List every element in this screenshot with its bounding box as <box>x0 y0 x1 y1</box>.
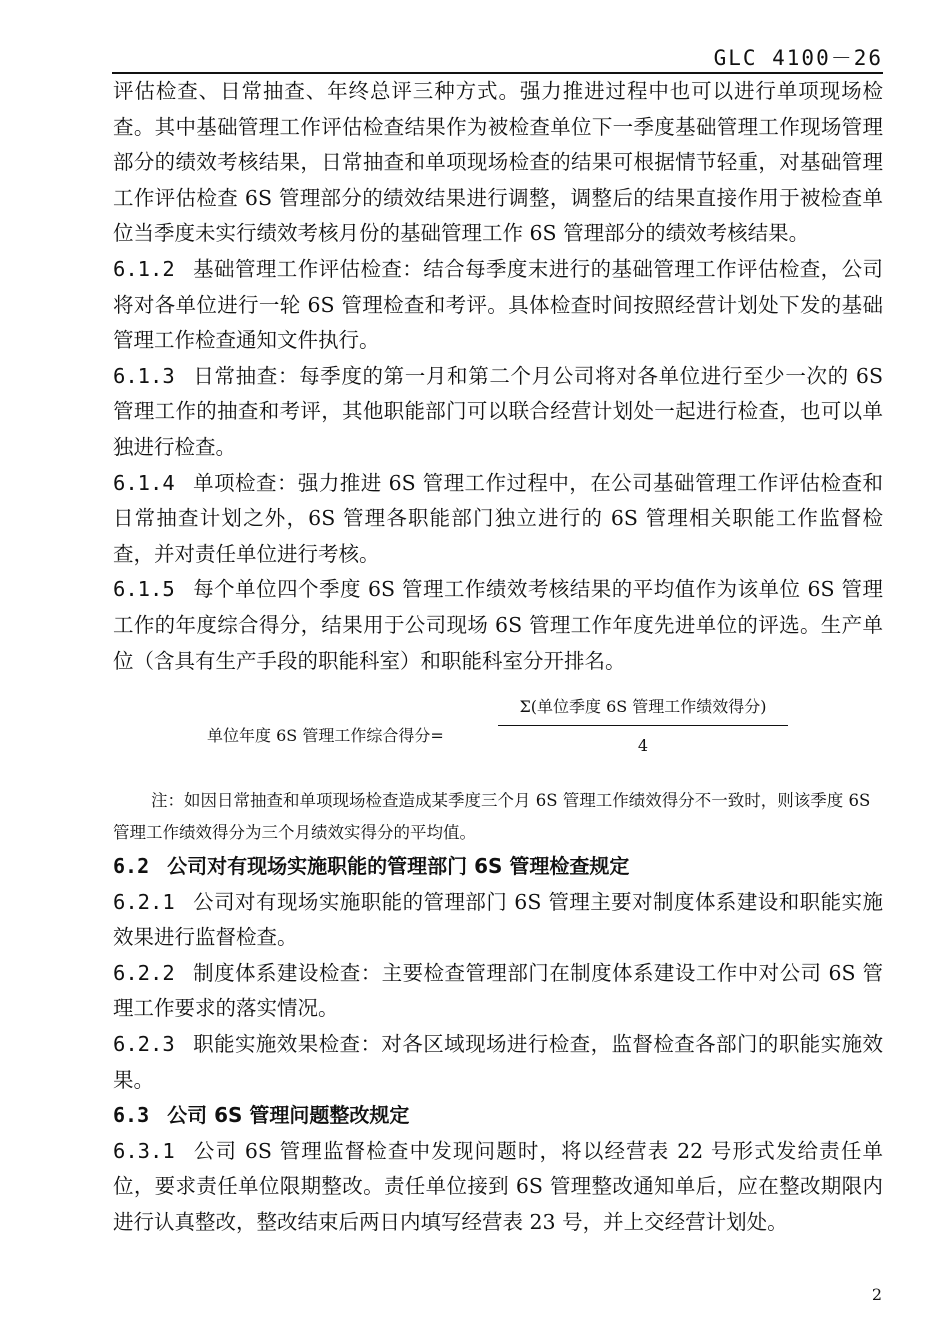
clause-6-2-2 <box>113 956 883 1027</box>
page-number: 2 <box>871 1285 882 1304</box>
clause-number: 6.2.3 <box>113 1032 175 1057</box>
clause-text: 职能实施效果检查：对各区域现场进行检查，监督检查各部门的职能实施效果。 <box>113 1032 883 1092</box>
formula-numerator: Σ(单位季度 6S 管理工作绩效得分) <box>519 697 767 717</box>
clause-6-3-1 <box>113 1134 883 1241</box>
clause-text: 公司对有现场实施职能的管理部门 6S 管理主要对制度体系建设和职能实施效果进行监督检查。 <box>113 889 883 950</box>
note-text: 注：如因日常抽查和单项现场检查造成某季度三个月 6S 管理工作绩效得分不一致时，则该季度 6S 管理工作绩效得分为三个月绩效实得分的平均值。 <box>113 791 871 843</box>
score-formula <box>113 693 883 779</box>
formula-fraction <box>498 693 788 760</box>
clause-text: 基础管理工作评估检查：结合每季度末进行的基础管理工作评估检查，公司将对各单位进行一轮 6S 管理检查和考评。具体检查时间按照经营计划处下发的基础管理工作检查通知文件执行。 <box>113 256 883 353</box>
clause-6-1-3 <box>113 359 883 466</box>
clause-number: 6.2.1 <box>113 889 175 914</box>
formula-lhs: 单位年度 6S 管理工作综合得分= <box>207 726 444 746</box>
clause-6-2-1 <box>113 885 883 956</box>
clause-number: 6.1.5 <box>113 577 175 602</box>
section-number: 6.2 <box>113 854 150 879</box>
section-title: 公司 6S 管理问题整改规定 <box>167 1103 410 1128</box>
section-number: 6.3 <box>113 1103 150 1128</box>
clause-text: 公司 6S 管理监督检查中发现问题时，将以经营表 22 号形式发给责任单位，要求责任单位限期整改。责任单位接到 6S 管理整改通知单后，应在整改期限内进行认真整改，整改结束后两日内填写经营表 23 号，并上交经营计划处。 <box>113 1138 883 1235</box>
section-heading-6-2 <box>113 849 883 885</box>
clause-number: 6.1.2 <box>113 256 175 281</box>
clause-number: 6.1.4 <box>113 470 175 495</box>
clause-6-1-5 <box>113 572 883 679</box>
clause-number: 6.2.2 <box>113 960 175 985</box>
formula-note <box>113 785 883 849</box>
fraction-bar <box>498 725 788 726</box>
document-code: GLC 4100－26 <box>713 46 883 70</box>
paragraph-continued: 评估检查、日常抽查、年终总评三种方式。强力推进过程中也可以进行单项现场检查。其中基础管理工作评估检查结果作为被检查单位下一季度基础管理工作现场管理部分的绩效考核结果，日常抽查和单项现场检查的结果可根据情节轻重，对基础管理工作评估检查 6S 管理部分的绩效结果进行调整，调整后的结果直接作用于被检查单位当季度未实行绩效考核月份的基础管理工作 6S 管理部分的绩效考核结果。 <box>113 79 883 246</box>
clause-text: 日常抽查：每季度的第一月和第二个月公司将对各单位进行至少一次的 6S 管理工作的抽查和考评，其他职能部门可以联合经营计划处一起进行检查，也可以单独进行检查。 <box>113 363 883 459</box>
clause-6-2-3 <box>113 1027 883 1098</box>
clause-number: 6.3.1 <box>113 1138 175 1163</box>
document-body <box>113 74 883 1241</box>
clause-6-1-2 <box>113 252 883 359</box>
clause-number: 6.1.3 <box>113 363 175 388</box>
clause-text: 制度体系建设检查：主要检查管理部门在制度体系建设工作中对公司 6S 管理工作要求的落实情况。 <box>113 960 883 1021</box>
formula-denominator: 4 <box>637 736 649 756</box>
section-heading-6-3 <box>113 1098 883 1134</box>
clause-6-1-4 <box>113 466 883 573</box>
clause-text: 单项检查：强力推进 6S 管理工作过程中，在公司基础管理工作评估检查和日常抽查计划之外，6S 管理各职能部门独立进行的 6S 管理相关职能工作监督检查，并对责任单位进行考核。 <box>113 470 883 566</box>
section-title: 公司对有现场实施职能的管理部门 6S 管理检查规定 <box>167 854 630 879</box>
clause-text: 每个单位四个季度 6S 管理工作绩效考核结果的平均值作为该单位 6S 管理工作的年度综合得分，结果用于公司现场 6S 管理工作年度先进单位的评选。生产单位（含具有生产手段的职能科室）和职能科室分开排名。 <box>113 577 883 673</box>
